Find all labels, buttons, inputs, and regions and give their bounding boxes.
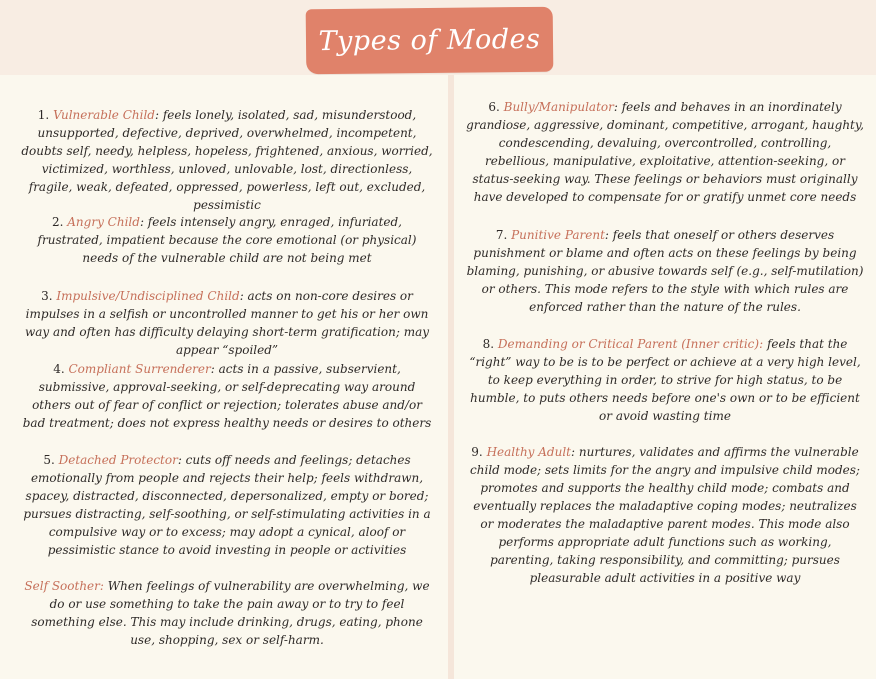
mode-description: : acts in a passive, subservient, submissive, approval-seeking, or self-deprecating way around others out of fear of conflict or rejection; tolerates abuse and/or bad treatment; does not express healthy needs or desires to others [22,362,432,430]
mode-entry-demanding-parent [466,335,864,425]
mode-number: 6. [488,100,500,114]
mode-description: feels that the “right” way to be is to be perfect or achieve at a very high level, to keep everything in order, to strive for high status, to be humble, to puts others needs before one's own or to be efficient or avoid wasting time [469,337,861,423]
mode-entry-angry-child [20,213,434,267]
mode-number: 1. [37,108,50,122]
mode-name: Bully/Manipulator [503,100,614,114]
page-title: Types of Modes [318,23,541,58]
mode-entry-impulsive-child [20,287,434,359]
mode-entry-bully-manipulator [466,98,864,206]
mode-name: Detached Protector [58,453,178,467]
mode-number: 4. [53,362,65,376]
mode-number: 8. [482,337,495,351]
mode-description: : feels intensely angry, enraged, infuriated, frustrated, impatient because the core emotional (or physical) needs of the vulnerable child are not being met [37,215,417,265]
mode-description: : feels and behaves in an inordinately grandiose, aggressive, dominant, competitive, arrogant, haughty, condescending, devaluing, overcontrolled, controlling, rebellious, manipulative, exploitative, attention-seeking, or status-seeking way. These feelings or behaviors must originally have developed to compensate for or gratify unmet core needs [466,100,864,204]
mode-name: Impulsive/Undisciplined Child [56,289,240,303]
mode-name: Healthy Adult [486,445,572,459]
mode-description: : feels that oneself or others deserves punishment or blame and often acts on these feelings by being blaming, punishing, or abusive towards self (e.g., self-mutilation) or others. This mode refers to the style with which rules are enforced rather than the nature of the rules. [466,228,864,314]
mode-number: 5. [43,453,55,467]
mode-entry-vulnerable-child [20,106,434,214]
mode-description: : nurtures, validates and affirms the vulnerable child mode; sets limits for the angry and impulsive child modes; promotes and supports the healthy child mode; combats and eventually replaces the maladaptive coping modes; neutralizes or moderates the maladaptive parent modes. This mode also performs appropriate adult functions such as working, parenting, taking responsibility, and committing; pursues pleasurable adult activities in a positive way [470,445,860,585]
mode-name: Self Soother: [24,579,104,593]
mode-description: : feels lonely, isolated, sad, misunderstood, unsupported, defective, deprived, overwhelmed, incompetent, doubts self, needy, helpless, hopeless, frightened, anxious, worried, victimized, worthless, unloved, unlovable, lost, directionless, fragile, weak, defeated, oppressed, powerless, left out, excluded, pessimistic [21,108,433,212]
mode-entry-healthy-adult [466,443,864,587]
title-banner [306,7,554,75]
mode-number: 9. [471,445,483,459]
mode-name: Angry Child [67,215,140,229]
mode-number: 2. [51,215,64,229]
mode-entry-self-soother [20,577,434,649]
mode-number: 3. [41,289,53,303]
mode-name: Demanding or Critical Parent (Inner critic): [497,337,764,351]
mode-name: Punitive Parent [511,228,605,242]
mode-name: Vulnerable Child [53,108,155,122]
mode-description: When feelings of vulnerability are overwhelming, we do or use something to take the pain away or to try to feel something else. This may include drinking, drugs, eating, phone use, shopping, sex or self-harm. [31,579,430,647]
mode-description: : cuts off needs and feelings; detaches emotionally from people and rejects their help; feels withdrawn, spacey, distracted, disconnected, depersonalized, empty or bored; pursues distracting, self-soothing, or self-stimulating activities in a compulsive way or to excess; may adopt a cynical, aloof or pessimistic stance to avoid investing in people or activities [23,453,431,557]
mode-entry-compliant-surrenderer [20,360,434,432]
mode-description: : acts on non-core desires or impulses in a selfish or uncontrolled manner to get his or her own way and often has difficulty delaying short-term gratification; may appear “spoiled” [24,289,430,357]
mode-name: Compliant Surrenderer [68,362,211,376]
mode-entry-detached-protector [20,451,434,559]
mode-entry-punitive-parent [466,226,864,316]
mode-number: 7. [495,228,508,242]
column-divider [448,75,454,679]
